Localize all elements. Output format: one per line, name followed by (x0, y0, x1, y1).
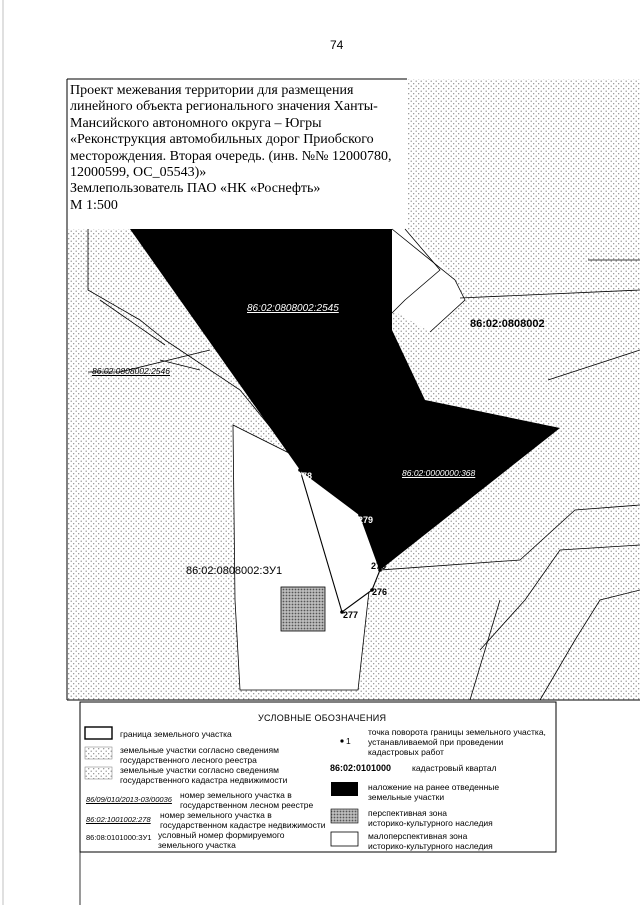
legend-low-heritage-text-1: малоперспективная зона (368, 831, 468, 841)
title-line: 12000599, ОС_05543)» (70, 165, 207, 181)
point-label-275: 275 (371, 561, 387, 571)
legend-title: УСЛОВНЫЕ ОБОЗНАЧЕНИЯ (258, 713, 387, 723)
point-label-277: 277 (343, 610, 359, 620)
page-number: 74 (330, 38, 344, 52)
legend-cadastre-number-text-1: номер земельного участка в (160, 810, 272, 820)
legend-conditional-number-text-2: земельного участка (158, 840, 236, 850)
point-label-278: 278 (297, 471, 313, 481)
legend-forest-number-text-2: государственном лесном реестре (180, 800, 314, 810)
map-title (70, 83, 400, 214)
title-line: месторождения. Вторая очередь. (инв. №№ 12000780, (70, 148, 392, 164)
quarter-label: 86:02:0808002 (470, 318, 545, 330)
legend-cadastre-text-2: государственного кадастра недвижимости (120, 775, 288, 785)
legend-heritage-symbol (331, 809, 358, 823)
legend-forest-text-2: государственного лесного реестра (120, 755, 257, 765)
legend-conditional-number-example: 86:08:0101000:ЗУ1 (86, 833, 152, 842)
legend-forest-number-text-1: номер земельного участка в (180, 790, 292, 800)
legend-low-heritage-symbol (331, 832, 358, 846)
heritage-zone (281, 587, 325, 631)
legend-heritage-text-1: перспективная зона (368, 808, 447, 818)
legend-quarter-text: кадастровый квартал (412, 763, 497, 773)
legend-conditional-number-text-1: условный номер формируемого (158, 830, 285, 840)
legend-quarter-example: 86:02:0101000 (330, 763, 392, 773)
title-line: Землепользователь ПАО «НК «Роснефть» (70, 181, 321, 197)
legend-point-text-2: устанавливаемой при проведении (368, 737, 504, 747)
legend-cadastre-text-1: земельные участки согласно сведениям (120, 765, 279, 775)
title-line: М 1:500 (70, 197, 118, 213)
legend-boundary-text: граница земельного участка (120, 729, 232, 739)
point-label-279: 279 (358, 515, 374, 525)
legend-cadastre-number-example: 86:02:1001002:278 (86, 815, 151, 824)
title-line: «Реконструкция автомобильных дорог Приобского (70, 132, 374, 148)
point-label-276: 276 (372, 587, 388, 597)
new-parcel-label: 86:02:0808002:ЗУ1 (186, 565, 283, 577)
legend-point-text-3: кадастровых работ (368, 747, 444, 757)
parcel-label-2546: 86:02:0808002:2546 (92, 366, 170, 376)
legend-heritage-text-2: историко-культурного наследия (368, 818, 493, 828)
title-line: линейного объекта регионального значения Ханты- (70, 99, 378, 115)
legend-forest-number-example: 86/09/010/2013-03/00036 (86, 795, 172, 804)
legend-cadastre-number-text-2: государственном кадастре недвижимости (160, 820, 326, 830)
legend-forest-symbol (85, 747, 112, 759)
legend-low-heritage-text-2: историко-культурного наследия (368, 841, 493, 851)
title-line: Мансийского автономного округа – Югры (70, 115, 322, 131)
parcel-label-2545: 86:02:0808002:2545 (247, 303, 339, 314)
legend-overlay-symbol (331, 782, 358, 796)
legend-cadastre-symbol (85, 767, 112, 779)
overlay-parcel-label: 86:02:0000000:368 (402, 468, 476, 478)
legend-boundary-symbol (85, 727, 112, 739)
legend-point-text-1: точка поворота границы земельного участка, (368, 727, 546, 737)
legend-overlay-text-2: земельные участки (368, 792, 445, 802)
title-line: Проект межевания территории для размещения (70, 83, 354, 98)
legend-point-symbol (340, 739, 343, 742)
legend-overlay-text-1: наложение на ранее отведенные (368, 782, 500, 792)
legend-forest-text-1: земельные участки согласно сведениям (120, 745, 279, 755)
legend-point-example: 1 (346, 736, 351, 746)
